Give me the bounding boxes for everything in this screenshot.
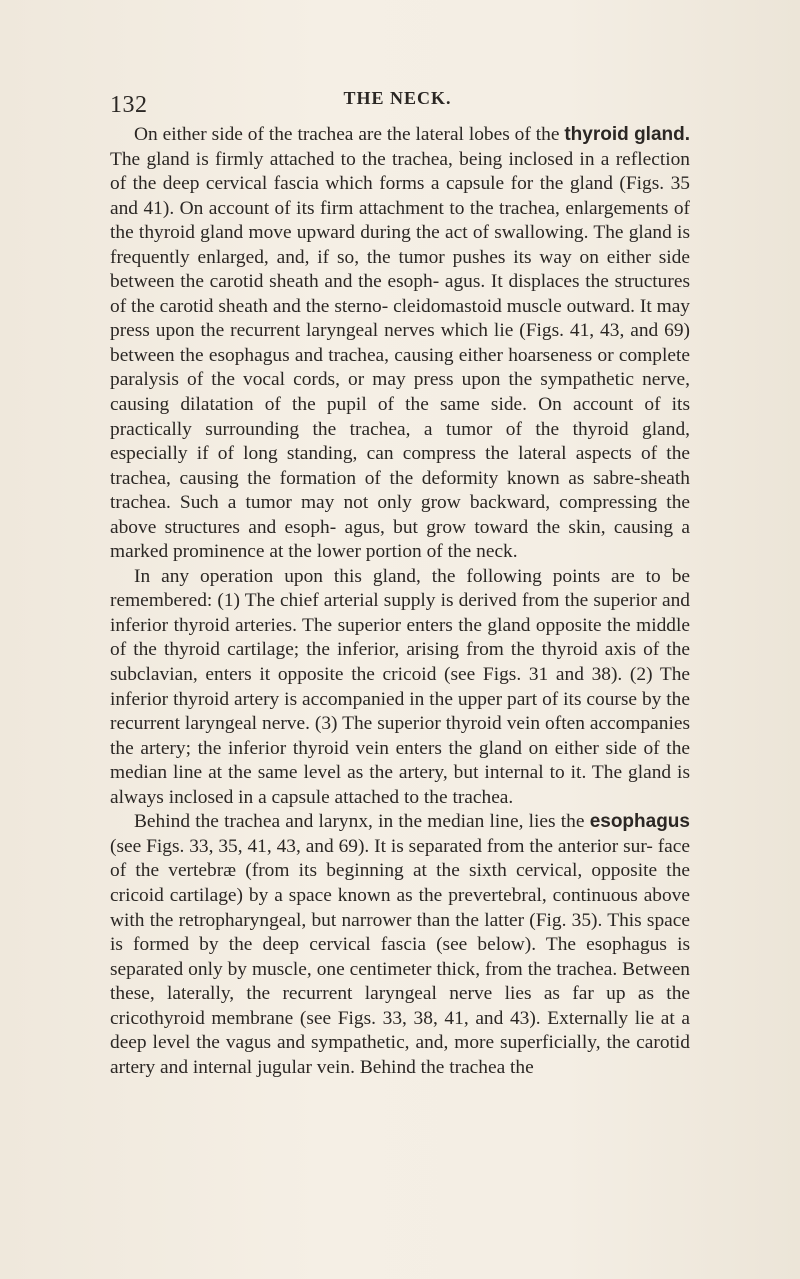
- paragraph-esophagus: [110, 810, 690, 1080]
- paragraph-text: Behind the trachea and larynx, in the median line, lies the: [134, 811, 590, 833]
- term-thyroid-gland: thyroid gland.: [564, 124, 691, 145]
- running-head-title: THE NECK.: [343, 88, 452, 108]
- paragraph-text: The gland is firmly attached to the trachea, being inclosed in a reflection of the deep cervical fascia which forms a capsule for the gland (Figs. 35 and 41). On account of its firm attachment to the trachea, enlargements of the thyroid gland move upward during the act of swallowing. The gland is frequently enlarged, and, if so, the tumor pushes its way on either side between the carotid sheath and the esoph- agus. It displaces the structures of the carotid sheath and the sterno- cleidomastoid muscle outward. It may press upon the recurrent laryngeal nerves which lie (Figs. 41, 43, and 69) between the esophagus and trachea, causing either hoarseness or complete paralysis of the vocal cords, or may press upon the sympathetic nerve, causing dilatation of the pupil of the same side. On account of its practically surrounding the trachea, a tumor of the thyroid gland, especially if of long standing, can compress the lateral aspects of the trachea, causing the formation of the deformity known as sabre-sheath trachea. Such a tumor may not only grow backward, compressing the above structures and esoph- agus, but grow toward the skin, causing a marked prominence at the lower portion of the neck.: [110, 148, 690, 563]
- term-esophagus: esophagus: [589, 811, 690, 833]
- paragraph-operation: [110, 565, 690, 810]
- page-number: 132: [110, 92, 148, 118]
- body-text: [110, 123, 690, 1080]
- paragraph-text: (see Figs. 33, 35, 41, 43, and 69). It is separated from the anterior sur- face of the vertebræ (from its beginning at the sixth cervical, opposite the cricoid cartilage) by a space known as the prevertebral, continuous above with the retropharyngeal, but narrower than the latter (Fig. 35). This space is formed by the deep cervical fascia (see below). The esophagus is separated only by muscle, one centimeter thick, from the trachea. Between these, laterally, the recurrent laryngeal nerve lies as far up as the cricothyroid membrane (see Figs. 33, 38, 41, and 43). Externally lie at a deep level the vagus and sympathetic, and, more superficially, the carotid artery and internal jugular vein. Behind the trachea the: [110, 835, 690, 1078]
- paragraph-text: On either side of the trachea are the lateral lobes of the: [134, 124, 565, 145]
- running-head: [110, 88, 685, 122]
- paragraph-text: In any operation upon this gland, the following points are to be remembered: (1) The chief arterial supply is derived from the superior and inferior thyroid arteries. The superior enters the gland opposite the middle of the thyroid cartilage; the inferior, arising from the thyroid axis of the subclavian, enters it opposite the cricoid (see Figs. 31 and 38). (2) The inferior thyroid artery is accompanied in the upper part of its course by the recurrent laryngeal nerve. (3) The superior thyroid vein often accompanies the artery; the inferior thyroid vein enters the gland on either side of the median line at the same level as the artery, but internal to it. The gland is always inclosed in a capsule attached to the trachea.: [110, 565, 690, 808]
- paragraph-thyroid: [110, 123, 690, 565]
